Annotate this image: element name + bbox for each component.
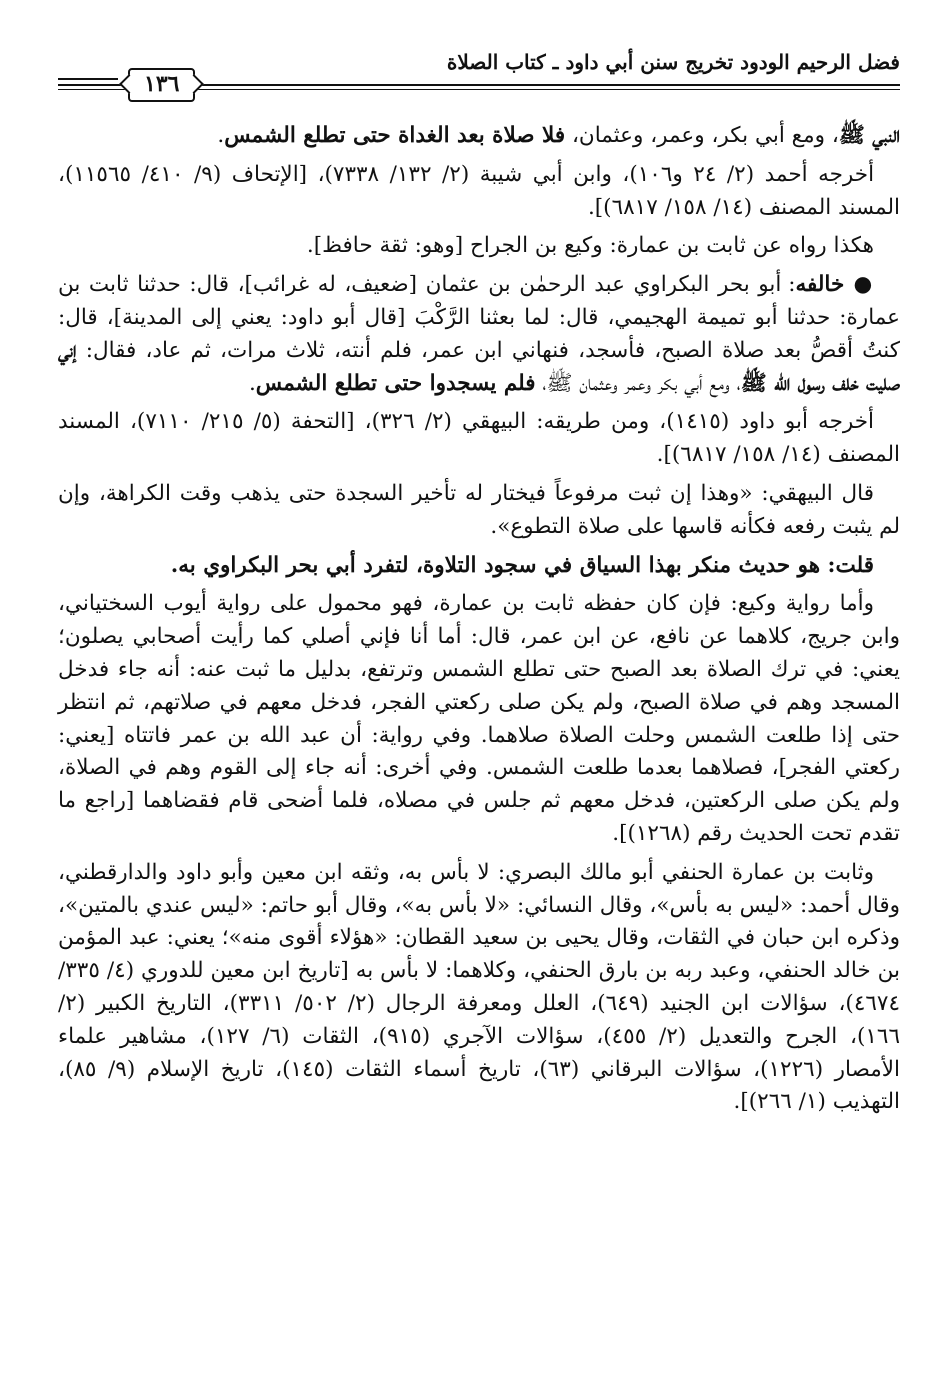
- bold-text: ● خالفه: [795, 272, 874, 298]
- text-run: : أبو بحر البكراوي عبد الرحمٰن بن عثمان [ضعيف، له غرائب]، قال: حدثنا ثابت بن عمارة: حدثنا أبو تميمة الهجيمي، قال: لما بعثنا الرَّكْبَ [قال أبو داود: يعني إلى المدينة]، قال: كنتُ أقصُّ بعد صلاة الصبح، فأسجد، فنهاني ابن عمر، فلم أنته، ثلاث مرات، ثم عاد، فقال:: [58, 272, 900, 363]
- paragraph: [58, 230, 900, 263]
- paragraph: [58, 588, 900, 850]
- text-run: .: [217, 123, 225, 148]
- text-run: وثابت بن عمارة الحنفي أبو مالك البصري: لا بأس به، وثقه ابن معين وأبو داود والدارقطني، وقال أحمد: «ليس به بأس»، وقال النسائي: «لا بأس به»، وقال أبو حاتم: «ليس عندي بالمتين»، وذكره ابن حبان في الثقات، وقال يحيى بن سعيد القطان: «هؤلاء أقوى منه»؛ يعني: عبد المؤمن بن خالد الحنفي، وعبد ربه بن بارق الحنفي، وكلاهما: لا بأس به [تاريخ ابن معين للدوري (٤/ ٣٣٥/ ٤٦٧٤)، سؤالات ابن الجنيد (٦٤٩)، العلل ومعرفة الرجال (٢/ ٥٠٢/ ٣٣١١)، التاريخ الكبير (٢/ ١٦٦)، الجرح والتعديل (٢/ ٤٥٥)، سؤالات الآجري (٩١٥)، الثقات (٦/ ١٢٧)، مشاهير علماء الأمصار (١٢٢٦)، سؤالات البرقاني (٦٣)، تاريخ أسماء الثقات (١٤٥)، تاريخ الإسلام (٩/ ٨٥)، التهذيب (١/ ٢٦٦)].: [58, 859, 901, 1115]
- paragraph: [58, 406, 900, 472]
- paragraph: [58, 120, 900, 153]
- header-ornament: [58, 78, 118, 80]
- bold-text: قلت: هو حديث منكر بهذا السياق في سجود التلاوة، لتفرد أبي بحر البكراوي به.: [170, 552, 874, 578]
- text-run: وأما رواية وكيع: فإن كان حفظه ثابت بن عمارة، فهو محمول على رواية أيوب السختياني، وابن جريج، كلاهما عن نافع، عن ابن عمر، قال: أما أنا فإني أصلي كما رأيت أصحابي يصلون؛ يعني: في ترك الصلاة بعد الصبح حتى تطلع الشمس وترتفع، بدليل ما ثبت عنه: أنه جاء فدخل المسجد وهم في صلاة الصبح، ولم يكن صلى ركعتي الفجر، فدخل معهم في صلاتهم، ثم انتظر حتى إذا طلعت الشمس وحلت الصلاة صلاهما. وفي رواية: أن عبد الله بن عمر فاتتاه [يعني: ركعتي الفجر]، فصلاهما بعدما طلعت الشمس. وفي أخرى: أنه جاء إلى القوم وهم في الصلاة، ولم يكن صلى الركعتين، فدخل معهم ثم جلس في مصلاه، فلما أضحى قام فقضاهما [راجع ما تقدم تحت الحديث رقم (١٢٦٨)].: [58, 591, 900, 846]
- bold-text: فلا صلاة بعد الغداة حتى تطلع الشمس: [224, 123, 566, 148]
- bold-text: فلم يسجدوا حتى تطلع الشمس: [255, 370, 536, 396]
- text-run: قال البيهقي: «وهذا إن ثبت مرفوعاً فيختار له تأخير السجدة حتى يذهب وقت الكراهة، وإن لم يثبت رفعه فكأنه قاسها على صلاة التطوع».: [58, 480, 900, 539]
- paragraph: [58, 269, 900, 400]
- paragraph: [58, 159, 900, 225]
- book-page: [58, 40, 900, 1350]
- bold-text: النبي ﷺ: [838, 123, 900, 148]
- text-run: أخرجه أبو داود (١٤١٥)، ومن طريقه: البيهقي (٢/ ٣٢٦)، [التحفة (٥/ ٢١٥/ ٧١١٠)، المسند المصنف (١٤/ ١٥٨/ ٦٨١٧)].: [58, 409, 900, 468]
- text-run: أخرجه أحمد (٢/ ٢٤ و١٠٦)، وابن أبي شيبة (٢/ ١٣٢/ ٧٣٣٨)، [الإتحاف (٩/ ٤١٠/ ١١٥٦٥)، المسند المصنف (١٤/ ١٥٨/ ٦٨١٧)].: [58, 161, 900, 220]
- text-run: هكذا رواه عن ثابت بن عمارة: وكيع بن الجراح [وهو: ثقة حافظ].: [306, 233, 874, 259]
- body-text: [58, 120, 900, 1119]
- bold-text: إني صليت خلف رسول الله ﷺ: [58, 337, 900, 396]
- text-run: ، ومع أبي بكر وعمر وعثمان ﷺ،: [535, 370, 741, 396]
- page-number: ١٣٦: [128, 68, 195, 102]
- text-run: .: [248, 370, 256, 396]
- paragraph: [58, 550, 900, 583]
- paragraph: [58, 857, 900, 1119]
- text-run: ، ومع أبي بكر، وعمر، وعثمان،: [565, 123, 839, 148]
- page-header: [58, 40, 900, 98]
- paragraph: [58, 478, 900, 544]
- running-title: فضل الرحيم الودود تخريج سنن أبي داود ـ كتاب الصلاة: [446, 50, 900, 74]
